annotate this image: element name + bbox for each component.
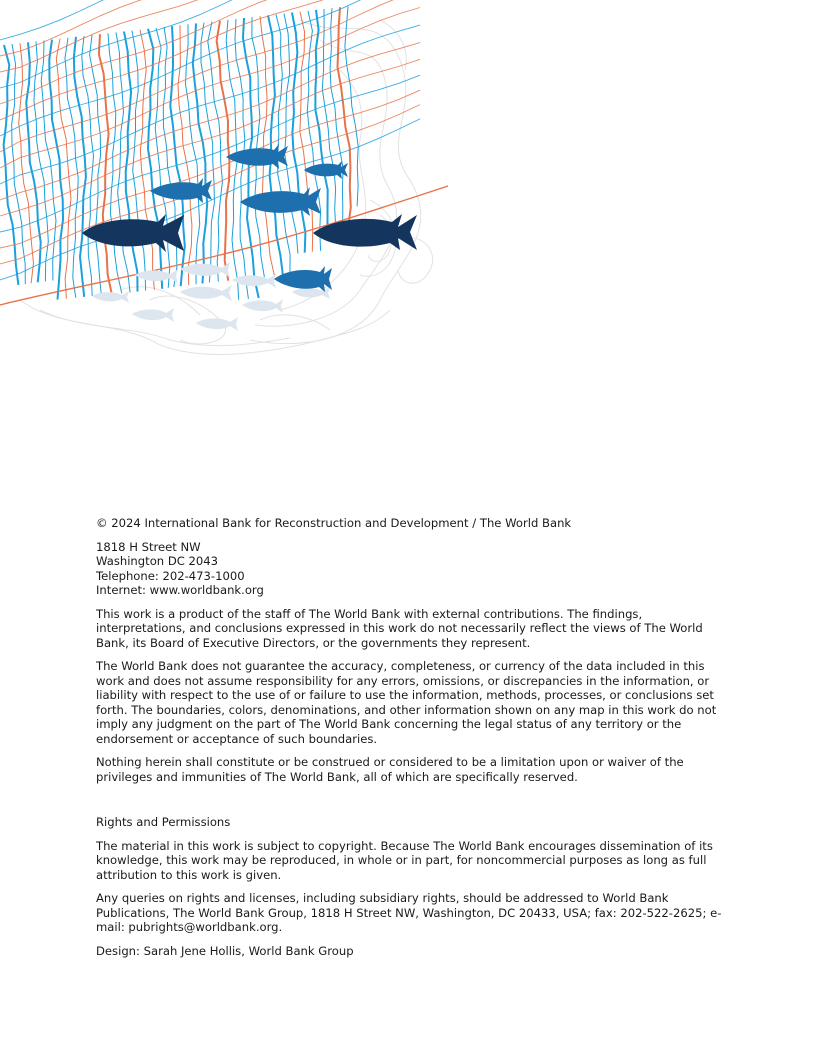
fish-icon [82, 214, 184, 252]
net-strand [292, 13, 305, 253]
disclaimer-paragraph-1: This work is a product of the staff of The World Bank with external contributions. The findings, interpretations, and conclusions expressed in this work do not necessarily reflect the views of The World Bank, its Board of Executive Directors, or the governments they represent. [96, 606, 703, 650]
net-edge [0, 186, 448, 305]
fish-icon [196, 317, 238, 331]
fish-icon [135, 269, 178, 283]
net-strand [276, 14, 290, 274]
fish-icon [240, 187, 321, 216]
rights-paragraph-1: The material in this work is subject to copyright. Because The World Bank encourages dissemination of its knowledge, this work may be reproduced, in whole or in part, for noncommercial purposes as long as full attribution to this work is given. [96, 838, 713, 882]
fish-icon [304, 161, 348, 179]
net-strand [0, 0, 420, 88]
address-city: Washington DC 2043 [96, 554, 219, 568]
fishing-net-illustration [0, 0, 460, 360]
net-strand [0, 0, 420, 136]
net-strand [65, 38, 78, 298]
fish-icon [132, 308, 174, 322]
net-strand [322, 9, 336, 229]
net-strand [284, 14, 298, 254]
design-credit: Design: Sarah Jene Hollis, World Bank Group [96, 943, 354, 958]
fish-icon [232, 274, 276, 288]
fish-icon [180, 262, 230, 278]
net-strand [148, 29, 162, 289]
copyright-notice: © 2024 International Bank for Reconstruction and Development / The World Bank [96, 516, 572, 530]
net-strand [0, 43, 420, 200]
address-block [96, 540, 722, 598]
copyright-page-text [96, 516, 722, 967]
rights-paragraph-2: Any queries on rights and licenses, including subsidiary rights, should be addressed to World Bank Publications, The World Bank Group, 1818 H Street NW, Washington, DC 20433, USA; fax: 202-522-2625; e-mail: pubrights@worldbank.org. [96, 891, 722, 934]
fish-icon [313, 214, 417, 250]
address-internet: Internet: www.worldbank.org [96, 583, 264, 597]
fish-icon [242, 299, 283, 313]
net-strand [0, 0, 420, 40]
address-telephone: Telephone: 202-473-1000 [96, 568, 245, 583]
net-strand [56, 39, 71, 299]
net-strand [12, 44, 26, 284]
fish-icon [92, 291, 129, 303]
disclaimer-paragraph-3: Nothing herein shall constitute or be construed or considered to be a limitation upon or waiver of the privileges and immunities of The World Bank, all of which are specifically reserved. [96, 755, 684, 784]
net-strand [74, 37, 86, 297]
net-strand [99, 34, 112, 294]
net-strand [0, 25, 420, 184]
fish-icon [180, 285, 232, 301]
rights-heading: Rights and Permissions [96, 815, 231, 829]
address-street: 1818 H Street NW [96, 539, 201, 554]
disclaimer-paragraph-2: The World Bank does not guarantee the accuracy, completeness, or currency of the data included in this work and does not assume responsibility for any errors, omissions, or discrepancies in the information, or liability with respect to the use of or failure to use the information, methods, processes, or conclusions set forth. The boundaries, colors, denominations, and other information shown on any map in this work do not imply any judgment on the part of The World Bank concerning the legal status of any territory or the endorsement or acceptance of such boundaries. [96, 659, 717, 746]
net-strand [82, 36, 94, 296]
